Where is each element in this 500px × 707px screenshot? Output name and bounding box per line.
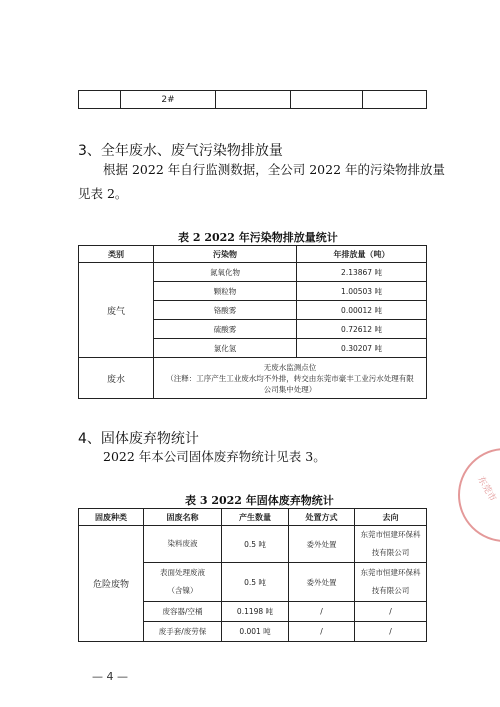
section-heading: 4、固体废弃物统计 [78,431,199,447]
remark-cell [154,358,427,399]
column-header: 固废种类 [79,509,144,526]
table-row [79,358,427,399]
method-cell: / [289,602,355,622]
company-seal [458,448,500,542]
waste-name-line: 染料废液 [167,539,198,548]
quantity-cell: 0.5 吨 [222,563,289,602]
method-cell: / [289,622,355,642]
column-header: 产生数量 [222,509,289,526]
table-row [79,526,427,563]
waste-name-cell [144,526,222,563]
waste-name-line: 表面处理废液 [160,568,205,577]
pollutant-cell: 氮氧化物 [154,263,297,282]
table-cell: 2# [121,91,216,109]
table-cell [79,91,121,109]
category-cell: 废水 [79,358,154,399]
destination-cell [355,526,427,563]
waste-name-cell [144,563,222,602]
destination-line: 东莞市恒建环保科 [360,530,421,539]
category-cell: 废气 [79,263,154,358]
paragraph-line: 根据 2022 年自行监测数据，全公司 2022 年的污染物排放量 [103,162,446,177]
amount-cell: 0.72612 吨 [297,320,427,339]
table-header-row [79,509,427,526]
seal-text: 东莞市 [475,475,498,504]
column-header: 类别 [79,246,154,263]
destination-line: 东莞市恒建环保科 [360,568,421,577]
amount-cell: 0.00012 吨 [297,301,427,320]
destination-line: 技有限公司 [371,586,410,595]
destination-cell: / [355,602,427,622]
waste-name-cell: 废手套/废劳保 [144,622,222,642]
column-header: 年排放量（吨） [297,246,427,263]
destination-cell [355,563,427,602]
column-header: 处置方式 [289,509,355,526]
table-row [79,263,427,282]
pollutant-cell: 颗粒物 [154,282,297,301]
paragraph-line: 2022 年本公司固体废弃物统计见表 3。 [103,449,326,464]
remark-line: 公司集中处理） [263,384,317,394]
previous-table-fragment [78,90,427,109]
destination-cell: / [355,622,427,642]
table-header-row [79,246,427,263]
table-caption: 表 2 2022 年污染物排放量统计 [178,231,338,244]
category-cell: 危险废物 [79,526,144,642]
table-cell [363,91,427,109]
table-cell [216,91,291,109]
pollutant-cell: 硫酸雾 [154,320,297,339]
column-header: 固废名称 [144,509,222,526]
pollutant-cell: 氯化氢 [154,339,297,358]
solid-waste-table [78,508,427,642]
pollutant-cell: 铬酸雾 [154,301,297,320]
remark-line: （注释：工序产生工业废水均不外排，转交由东莞市豪丰工业污水处理有限 [166,373,414,383]
amount-cell: 2.13867 吨 [297,263,427,282]
amount-cell: 0.30207 吨 [297,339,427,358]
waste-name-cell: 废容器/空桶 [144,602,222,622]
destination-line: 技有限公司 [371,548,410,557]
table-cell [291,91,363,109]
paragraph-line: 见表 2。 [78,186,128,201]
remark-line: 无废水监测点位 [263,362,317,372]
method-cell: 委外处置 [289,526,355,563]
emissions-table [78,245,427,399]
method-cell: 委外处置 [289,563,355,602]
quantity-cell: 0.1198 吨 [222,602,289,622]
page-number: — 4 — [92,670,128,683]
table-row [79,91,427,109]
column-header: 污染物 [154,246,297,263]
section-heading: 3、全年废水、废气污染物排放量 [78,143,283,159]
amount-cell: 1.00503 吨 [297,282,427,301]
quantity-cell: 0.001 吨 [222,622,289,642]
table-caption: 表 3 2022 年固体废弃物统计 [185,494,334,507]
column-header: 去向 [355,509,427,526]
quantity-cell: 0.5 吨 [222,526,289,563]
waste-name-line: （含镍） [167,586,198,595]
